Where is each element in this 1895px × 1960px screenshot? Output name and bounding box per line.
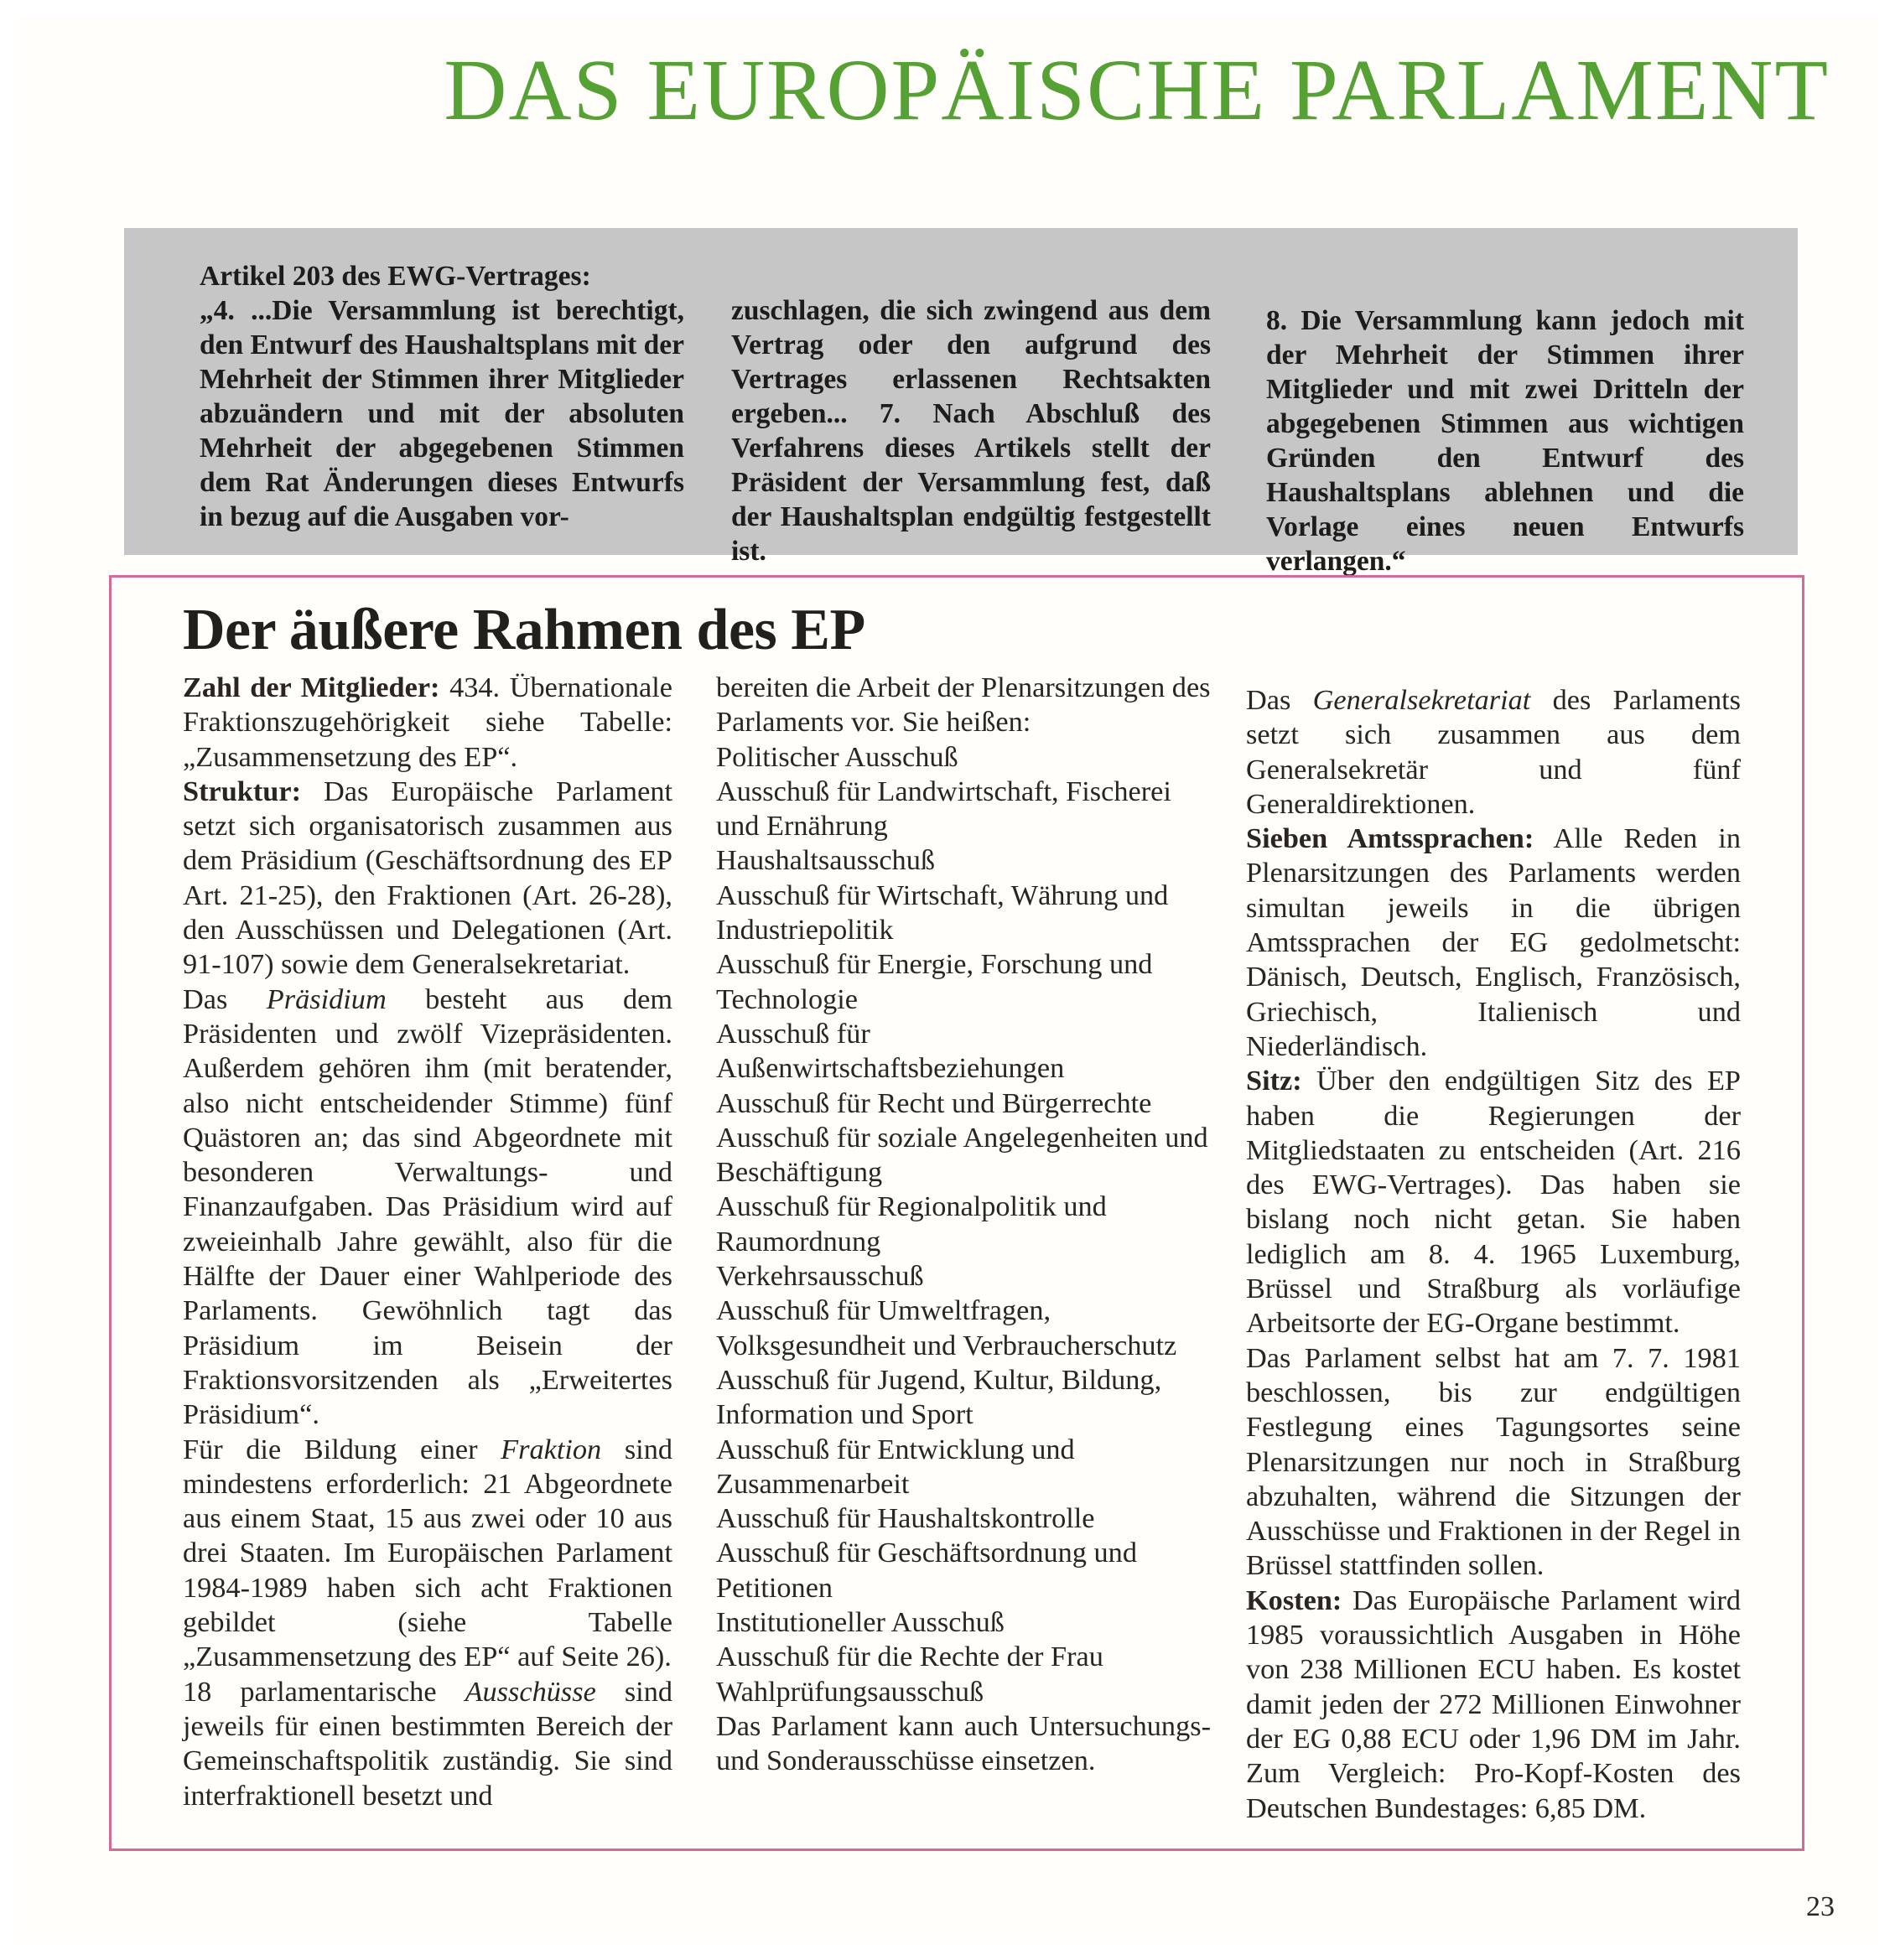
gensek-term: Generalsekretariat [1312, 684, 1531, 716]
ausschuesse-paragraph [183, 1675, 672, 1813]
ausschuesse-text: sind jeweils für einen bestimmten Bereich der Gemeinschaftspolitik zuständig. Sie sind interfraktionell besetzt und [183, 1675, 673, 1812]
treaty-column-3 [1266, 303, 1744, 578]
struktur-label: Struktur: [183, 775, 302, 807]
committee-item: Verkehrsausschuß [716, 1260, 924, 1293]
committee-item: Ausschuß für Außenwirtschaftsbeziehungen [716, 1017, 1065, 1085]
committee-item: Politischer Ausschuß [716, 740, 958, 773]
kosten-text: Das Europäische Parlament wird 1985 voraussichtlich Ausgaben in Höhe von 238 Millionen ECU haben. Es kostet damit jeden der 272 Millionen Einwohner der EG 0,88 ECU oder 1,96 DM im Jahr. Zum Vergleich: Pro-Kopf-Kosten des Deutschen Bundestages: 6,85 DM. [1246, 1584, 1741, 1824]
section-column-3 [1246, 683, 1741, 1826]
committee-item: Ausschuß für Entwicklung und Zusammenarbeit [716, 1433, 1075, 1500]
fraktion-term: Fraktion [501, 1433, 602, 1465]
fraktion-text: sind mindestens erforderlich: 21 Abgeordnete aus einem Staat, 15 aus zwei oder 10 aus drei Staaten. Im Europäischen Parlament 1984-1989 haben sich acht Fraktionen gebildet (siehe Tabelle „Zusammensetzung des EP“ auf Seite 26). [183, 1433, 672, 1673]
gensek-pre: Das [1246, 684, 1313, 716]
committees-closing: Das Parlament kann auch Untersuchungs- und Sonderausschüsse einsetzen. [716, 1709, 1211, 1777]
sitz-label: Sitz: [1246, 1065, 1302, 1097]
praesidium-term: Präsidium [266, 983, 387, 1015]
sitz-paragraph [1246, 1064, 1741, 1340]
treaty-column-2 [731, 293, 1211, 568]
committee-item: Ausschuß für Haushaltskontrolle [716, 1502, 1095, 1535]
fraktion-paragraph [183, 1433, 672, 1675]
page-number: 23 [1806, 1891, 1835, 1922]
committee-item: Ausschuß für Umweltfragen, Volksgesundheit und Verbraucherschutz [716, 1294, 1177, 1361]
sitz-text: Über den endgültigen Sitz des EP haben die Regierungen der Mitgliedstaaten zu entscheiden (Art. 216 des EWG-Vertrages). Das haben sie bislang noch nicht getan. Sie haben lediglich am 8. 4. 1965 Luxemburg, Brüssel und Straßburg als vorläufige Arbeitsorte der EG-Organe bestimmt. [1246, 1065, 1741, 1340]
treaty-text-1: „4. ...Die Versammlung ist berechtigt, den Entwurf des Haushaltsplans mit der Mehrheit der Stimmen ihrer Mitglieder abzuändern und mit der absoluten Mehrheit der abgegebenen Stimmen dem Rat Änderungen dieses Entwurfs in bezug auf die Ausgaben vor- [200, 295, 684, 532]
mitglieder-label: Zahl der Mitglieder: [183, 671, 440, 703]
beschluss-paragraph: Das Parlament selbst hat am 7. 7. 1981 beschlossen, bis zur endgültigen Festlegung eines Tagungsortes seine Plenarsitzungen nur noch in Straßburg abzuhalten, während die Sitzungen der Ausschüsse und Fraktionen in der Regel in Brüssel stattfinden sollen. [1246, 1341, 1741, 1582]
committee-item: Haushaltsausschuß [716, 844, 935, 877]
mitglieder-text: 434. Übernationale Fraktionszugehörigkeit siehe Tabelle: „Zusammensetzung des EP“. [183, 671, 672, 773]
treaty-heading: Artikel 203 des EWG-Vertrages: [200, 261, 591, 292]
ausschuesse-pre: 18 parlamentarische [183, 1675, 465, 1708]
fraktion-pre: Für die Bildung einer [183, 1433, 501, 1465]
committee-item: Ausschuß für die Rechte der Frau [716, 1641, 1103, 1673]
section-column-1 [183, 671, 672, 1813]
struktur-paragraph [183, 775, 672, 983]
committee-item: Ausschuß für Geschäftsordnung und Petitionen [716, 1537, 1137, 1604]
praesidium-pre: Das [183, 983, 267, 1015]
praesidium-paragraph [183, 983, 672, 1433]
section-title: Der äußere Rahmen des EP [183, 598, 865, 662]
gensek-text: des Parlaments setzt sich zusammen aus dem Generalsekretär und fünf Generaldirektionen. [1246, 684, 1741, 820]
committee-item: Ausschuß für Recht und Bürgerrechte [716, 1086, 1152, 1119]
committee-item: Wahlprüfungsausschuß [716, 1675, 984, 1708]
praesidium-text: besteht aus dem Präsidenten und zwölf Vizepräsidenten. Außerdem gehören ihm (mit beratender, also nicht entscheidender Stimme) fünf Quästoren an; das sind Abgeordnete mit besonderen Verwaltungs- und Finanzaufgaben. Das Präsidium wird auf zweieinhalb Jahre gewählt, also für die Hälfte der Dauer einer Wahlperiode des Parlaments. Gewöhnlich tagt das Präsidium im Beisein der Fraktionsvorsitzenden als „Erweitertes Präsidium“. [183, 983, 672, 1431]
page-header-title: DAS EUROPÄISCHE PARLAMENT [444, 42, 1830, 138]
committee-item: Ausschuß für soziale Angelegenheiten und Beschäftigung [716, 1121, 1208, 1189]
gensek-paragraph [1246, 683, 1741, 822]
struktur-text: Das Europäische Parlament setzt sich organisatorisch zusammen aus dem Präsidium (Geschäftsordnung des EP Art. 21-25), den Fraktionen (Art. 26-28), den Ausschüssen und Delegationen (Art. 91-107) sowie dem Generalsekretariat. [183, 775, 672, 981]
sprachen-text: Alle Reden in Plenarsitzungen des Parlaments werden simultan jeweils in die übrigen Amtssprachen der EG gedolmetscht: Dänisch, Deutsch, Englisch, Französisch, Griechisch, Italienisch und Niederländisch. [1246, 822, 1741, 1062]
committee-item: Ausschuß für Landwirtschaft, Fischerei und Ernährung [716, 775, 1171, 843]
committee-item: Ausschuß für Wirtschaft, Währung und Industriepolitik [716, 879, 1169, 946]
section-column-2 [716, 671, 1211, 1779]
treaty-column-1 [200, 259, 684, 534]
committee-item: Ausschuß für Regionalpolitik und Raumordnung [716, 1190, 1107, 1257]
committees-intro: bereiten die Arbeit der Plenarsitzungen des Parlaments vor. Sie heißen: [716, 671, 1211, 739]
sprachen-label: Sieben Amtssprachen: [1246, 822, 1534, 855]
committee-item: Ausschuß für Jugend, Kultur, Bildung, Information und Sport [716, 1363, 1162, 1431]
treaty-text-3: 8. Die Versammlung kann jedoch mit der Mehrheit der Stimmen ihrer Mitglieder und mit zwei Dritteln der abgegebenen Stimmen aus wichtigen Gründen den Entwurf des Haushaltsplans ablehnen und die Vorlage eines neuen Entwurfs verlangen.“ [1266, 305, 1744, 577]
committee-list [716, 740, 1211, 1709]
ausschuesse-term: Ausschüsse [465, 1675, 596, 1708]
kosten-label: Kosten: [1246, 1584, 1342, 1616]
committee-item: Institutioneller Ausschuß [716, 1606, 1005, 1639]
committee-item: Ausschuß für Energie, Forschung und Technologie [716, 948, 1153, 1015]
mitglieder-paragraph [183, 671, 672, 775]
sprachen-paragraph [1246, 822, 1741, 1064]
treaty-text-2: zuschlagen, die sich zwingend aus dem Vertrag oder den aufgrund des Vertrages erlassenen Rechtsakten ergeben... 7. Nach Abschluß des Verfahrens dieses Artikels stellt der Präsident der Versammlung fest, daß der Haushaltsplan endgültig festgestellt ist. [731, 295, 1211, 567]
kosten-paragraph [1246, 1584, 1741, 1826]
